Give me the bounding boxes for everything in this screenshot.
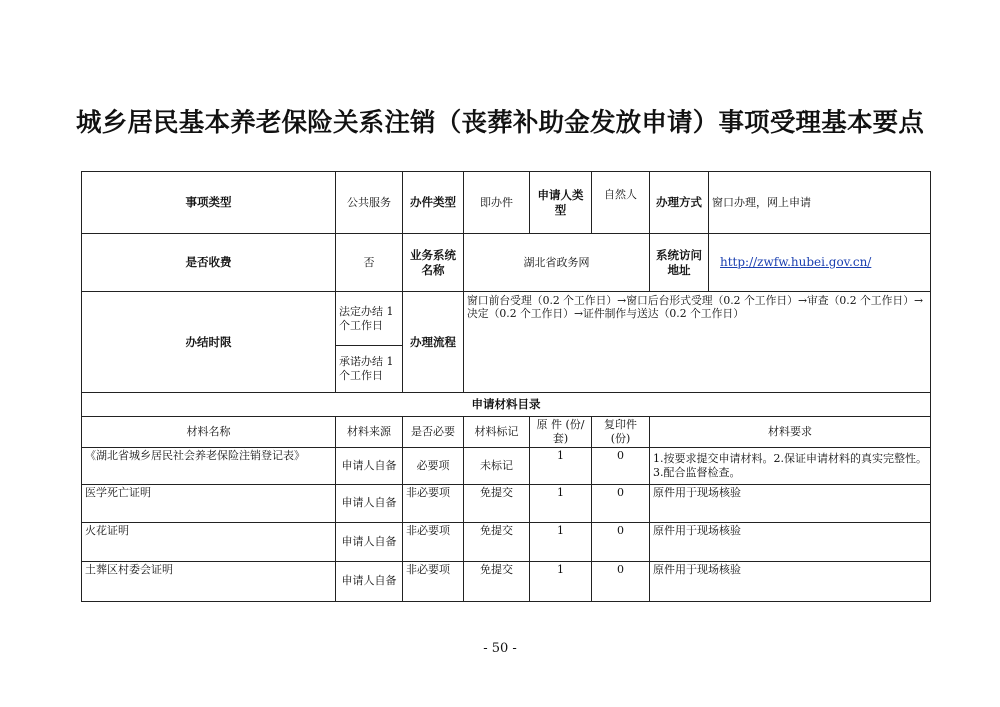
material-mark: 免提交	[464, 522, 530, 561]
item-type-label: 事项类型	[82, 172, 336, 234]
process-label: 办理流程	[403, 292, 464, 393]
url-cell	[709, 234, 931, 292]
material-name: 医学死亡证明	[82, 484, 336, 522]
page-title: 城乡居民基本养老保险关系注销（丧葬补助金发放申请）事项受理基本要点	[75, 108, 925, 138]
material-required: 非必要项	[403, 484, 464, 522]
material-copy: 0	[592, 447, 650, 484]
material-source: 申请人自备	[336, 447, 403, 484]
page-number: - 50 -	[483, 641, 517, 656]
material-mark: 免提交	[464, 484, 530, 522]
handle-type-value: 即办件	[464, 172, 530, 234]
header-required: 是否必要	[403, 417, 464, 448]
material-name: 《湖北省城乡居民社会养老保险注销登记表》	[82, 447, 336, 484]
requirements-table	[81, 171, 931, 602]
material-source: 申请人自备	[336, 484, 403, 522]
header-material-mark: 材料标记	[464, 417, 530, 448]
material-required: 非必要项	[403, 522, 464, 561]
material-copy: 0	[592, 522, 650, 561]
material-required: 非必要项	[403, 561, 464, 601]
applicant-type-label: 申请人类型	[530, 172, 592, 234]
material-requirement: 原件用于现场核验	[650, 484, 931, 522]
header-material-source: 材料来源	[336, 417, 403, 448]
material-source: 申请人自备	[336, 522, 403, 561]
table-row	[82, 522, 931, 561]
time-limit-label: 办结时限	[82, 292, 336, 393]
material-mark: 未标记	[464, 447, 530, 484]
materials-section-title: 申请材料目录	[82, 393, 931, 417]
system-label: 业务系统名称	[403, 234, 464, 292]
material-requirement: 原件用于现场核验	[650, 561, 931, 601]
handle-method-value: 窗口办理，网上申请	[709, 172, 931, 234]
table-row	[82, 447, 931, 484]
header-original: 原 件 (份/套)	[530, 417, 592, 448]
material-requirement: 原件用于现场核验	[650, 522, 931, 561]
material-requirement: 1.按要求提交申请材料。2.保证申请材料的真实完整性。3.配合监督检查。	[650, 447, 931, 484]
material-name: 土葬区村委会证明	[82, 561, 336, 601]
material-required: 必要项	[403, 447, 464, 484]
url-label: 系统访问地址	[650, 234, 709, 292]
handle-method-label: 办理方式	[650, 172, 709, 234]
material-name: 火花证明	[82, 522, 336, 561]
material-original: 1	[530, 484, 592, 522]
material-original: 1	[530, 522, 592, 561]
fee-value: 否	[336, 234, 403, 292]
promised-time-limit: 承诺办结 1 个工作日	[336, 346, 403, 393]
table-row	[82, 484, 931, 522]
system-value: 湖北省政务网	[464, 234, 650, 292]
applicant-type-value: 自然人	[592, 172, 650, 234]
handle-type-label: 办件类型	[403, 172, 464, 234]
item-type-value: 公共服务	[336, 172, 403, 234]
fee-label: 是否收费	[82, 234, 336, 292]
material-original: 1	[530, 561, 592, 601]
material-copy: 0	[592, 484, 650, 522]
material-copy: 0	[592, 561, 650, 601]
material-mark: 免提交	[464, 561, 530, 601]
legal-time-limit: 法定办结 1 个工作日	[336, 292, 403, 346]
process-value: 窗口前台受理（0.2 个工作日）→窗口后台形式受理（0.2 个工作日）→审查（0.2 个工作日）→决定（0.2 个工作日）→证件制作与送达（0.2 个工作日）	[464, 292, 931, 393]
table-row	[82, 561, 931, 601]
material-source: 申请人自备	[336, 561, 403, 601]
header-material-name: 材料名称	[82, 417, 336, 448]
header-copy: 复印件 (份)	[592, 417, 650, 448]
header-requirement: 材料要求	[650, 417, 931, 448]
system-url-link[interactable]: http://zwfw.hubei.gov.cn/	[720, 255, 872, 269]
material-original: 1	[530, 447, 592, 484]
